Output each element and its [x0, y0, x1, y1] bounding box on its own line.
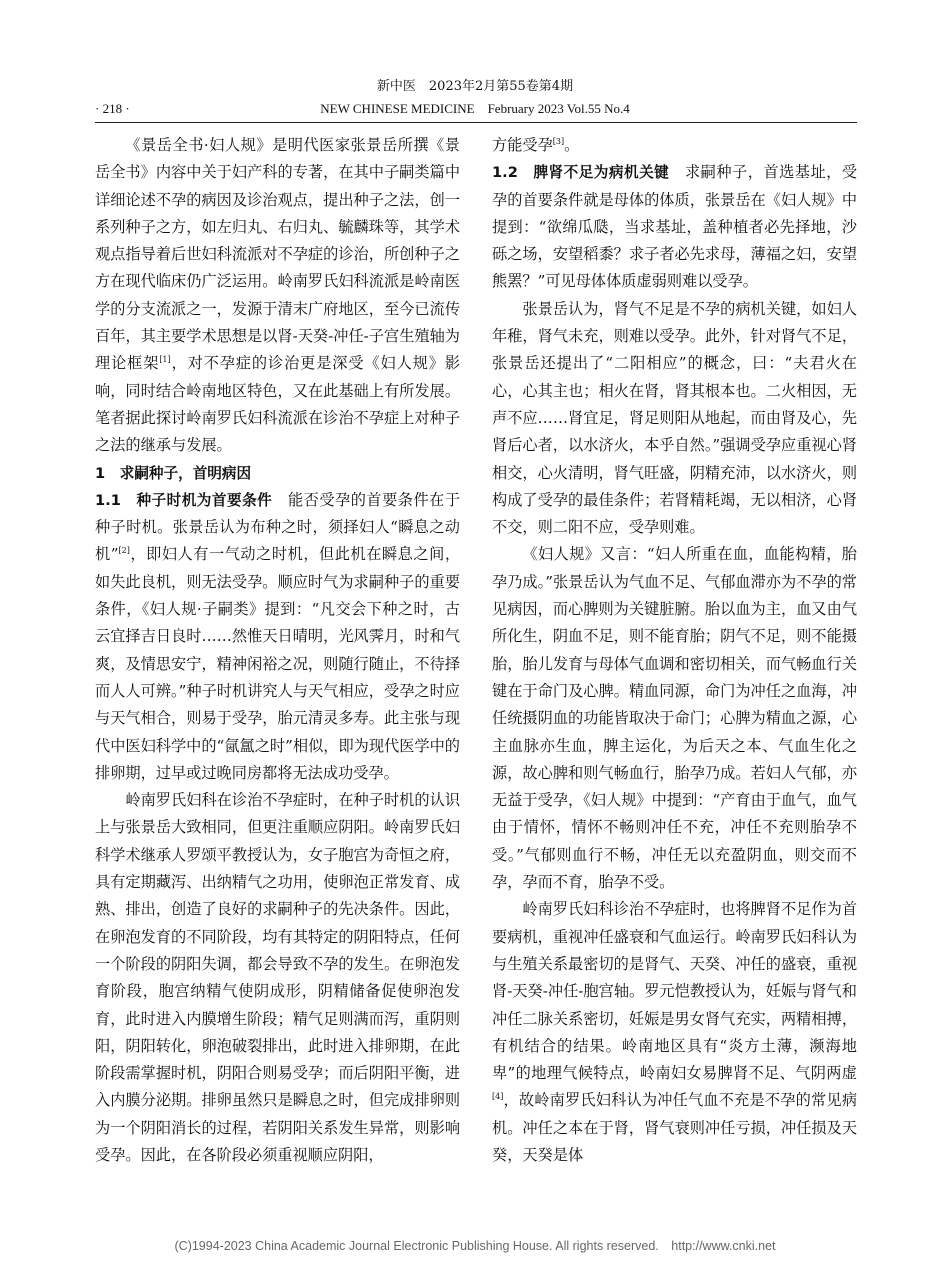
subsection-title-1-2: 1.2 脾肾不足为病机关键	[492, 164, 670, 182]
body-paragraph: 岭南罗氏妇科在诊治不孕症时，在种子时机的认识上与张景岳大致相同，但更注重顺应阴阳。岭南罗氏妇科学术继承人罗颂平教授认为，女子胞宫为奇恒之府，具有定期藏泻、出纳精气之功用，使卵泡正常发育、成熟、排出，创造了良好的求嗣种子的先决条件。因此，在卵泡发育的不同阶段，均有其特定的阴阳特点，任何一个阶段的阴阳失调，都会导致不孕的发生。在卵泡发育阶段，胞宫纳精气使阴成形，阴精储备促使卵泡发育，此时进入内膜增生阶段；精气足则满而泻，重阴则阳，阴阳转化，卵泡破裂排出，此时进入排卵期，在此阶段需掌握时机，阴阳合则易受孕；而后阴阳平衡，进入内膜分泌期。排卵虽然只是瞬息之时，但完成排卵则为一个阴阳消长的过程，若阴阳关系发生异常，则影响受孕。因此，在各阶段必须重视顺应阴阳，	[95, 791, 460, 1164]
section-heading-1: 1 求嗣种子，首明病因	[95, 464, 252, 482]
left-column	[95, 132, 460, 1169]
header-rule	[95, 122, 857, 123]
right-column	[492, 132, 857, 1169]
body-paragraph: 张景岳认为，肾气不足是不孕的病机关键，如妇人年稚，肾气未充，则难以受孕。此外，针对肾气不足，张景岳还提出了“二阳相应”的概念，曰：“夫君火在心，心其主也；相火在肾，肾其根本也。二火相因，无声不应……肾宜足，肾足则阳从地起，而由肾及心，先肾后心者，以水济火，本乎自然。”强调受孕应重视心肾相交，心火清明，肾气旺盛，阴精充沛，以水济火，则构成了受孕的最佳条件；若肾精耗竭，无以相济，心肾不交，则二阳不应，受孕则难。	[492, 299, 857, 537]
citation-ref: [4]	[492, 1092, 504, 1102]
copyright-footer: (C)1994-2023 China Academic Journal Electronic Publishing House. All rights reserved. http://www.cnki.net	[174, 1239, 776, 1253]
subsection-title-1-1: 1.1 种子时机为首要条件	[95, 491, 273, 509]
section-1-2-paragraph: 1.2 脾肾不足为病机关键 求嗣种子，首选基址，受孕的首要条件就是母体的体质，张景岳在《妇人规》中提到：“欲绵瓜瓞，当求基址，盖种植者必先择地，沙砾之场，安望稻黍？求子者必先求母，薄福之妇，安望熊罴？”可见母体体质虚弱则难以受孕。	[492, 163, 858, 291]
page-number: · 218 ·	[95, 101, 130, 116]
section-1-1-paragraph: 1.1 种子时机为首要条件 能否受孕的首要条件在于种子时机。张景岳认为布种之时，须择妇人“瞬息之动机”[2]，即妇人有一气动之时机，但此机在瞬息之间，如失此良机，则无法受孕。顺应时气为求嗣种子的重要条件，《妇人规·子嗣类》提到：“凡交会下种之时，古云宜择吉日良时……然惟天日晴明，光风霁月，时和气爽，及情思安宁，精神闲裕之况，则随行随止，不待择而人人可辨。”种子时机讲究人与天气相应，受孕之时应与天气相合，则易于受孕，胎元清灵多寿。此主张与现代中医妇科学中的“氤氲之时”相似，即为现代医学中的排卵期，过早或过晚同房都将无法成功受孕。	[95, 490, 461, 782]
body-paragraph: 岭南罗氏妇科诊治不孕症时，也将脾肾不足作为首要病机，重视冲任盛衰和气血运行。岭南罗氏妇科认为与生殖关系最密切的是肾气、天癸、冲任的盛衰，重视肾-天癸-冲任-胞宫轴。罗元恺教授认为，妊娠与肾气和冲任二脉关系密切，妊娠是男女肾气充实，两精相搏，有机结合的结果。岭南地区具有“炎方土薄，濒海地卑”的地理气候特点，岭南妇女易脾肾不足、气阴两虚[4]，故岭南罗氏妇科认为冲任气血不充是不孕的常见病机。冲任之本在于肾，肾气衰则冲任亏损，冲任损及天癸，天癸是体	[492, 900, 857, 1164]
citation-ref: [1]	[159, 355, 171, 365]
continued-paragraph: 方能受孕[3]。	[492, 136, 580, 154]
citation-ref: [3]	[552, 136, 565, 146]
journal-title-en: NEW CHINESE MEDICINE February 2023 Vol.55 No.4	[320, 101, 630, 116]
body-paragraph: 《妇人规》又言：“妇人所重在血，血能构精，胎孕乃成。”张景岳认为气血不足、气郁血滞亦为不孕的常见病因，而心脾则为关键脏腑。胎以血为主，血又由气所化生，阴血不足，则不能育胎；阴气不足，则不能摄胎，胎儿发育与母体气血调和密切相关，而气畅血行关键在于命门及心脾。精血同源，命门为冲任之血海，冲任统摄阴血的功能皆取决于命门；心脾为精血之源，心主血脉亦生血，脾主运化，为后天之本、气血生化之源，故心脾和则气畅血行，胎孕乃成。若妇人气郁，亦无益于受孕，《妇人规》中提到：“产育由于血气，血气由于情怀，情怀不畅则冲任不充，冲任不充则胎孕不受。”气郁则血行不畅，冲任无以充盈阴血，则交而不孕，孕而不育，胎孕不受。	[492, 545, 857, 892]
journal-title-cn: 新中医 2023年2月第55卷第4期	[376, 79, 574, 94]
intro-paragraph: 《景岳全书·妇人规》是明代医家张景岳所撰《景岳全书》内容中关于妇产科的专著，在其中子嗣类篇中详细论述不孕的病因及诊治观点，提出种子之法，创一系列种子之方，如左归丸、右归丸、毓麟珠等，其学术观点指导着后世妇科流派对不孕症的诊治，所创种子之方在现代临床仍广泛运用。岭南罗氏妇科流派是岭南医学的分支流派之一，发源于清末广府地区，至今已流传百年，其主要学术思想是以肾-天癸-冲任-子宫生殖轴为理论框架[1]，对不孕症的诊治更是深受《妇人规》影响，同时结合岭南地区特色，又在此基础上有所发展。笔者据此探讨岭南罗氏妇科流派在诊治不孕症上对种子之法的继承与发展。	[95, 136, 461, 455]
citation-ref: [2]	[118, 546, 130, 556]
